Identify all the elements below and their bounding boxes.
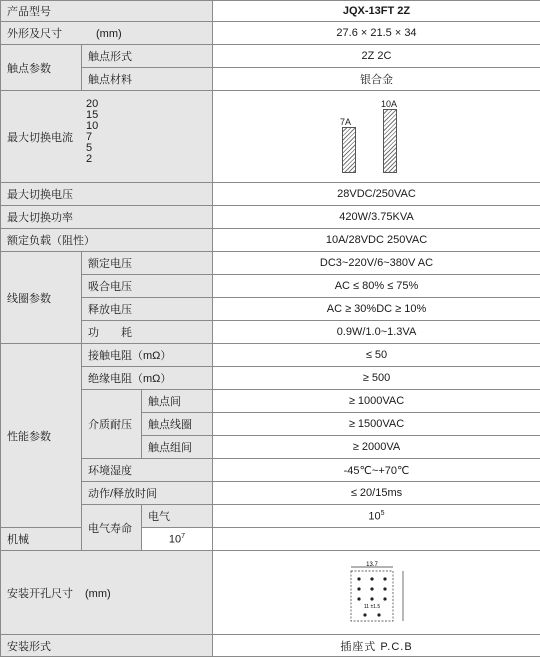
life-mechanical-exp: 7 <box>181 533 185 540</box>
y-tick-5: 2 <box>86 154 98 165</box>
bar-label-7a: 7A <box>340 117 351 127</box>
max-current-chart-cell <box>213 91 540 183</box>
max-power-label: 最大切换功率 <box>1 206 213 229</box>
header-model: JQX-13FT 2Z <box>213 1 540 22</box>
dielectric-contacts-row <box>1 390 540 413</box>
contact-material-row <box>1 68 540 91</box>
pin-hole-3 <box>357 587 360 590</box>
y-tick-4: 5 <box>86 143 98 154</box>
rated-load-label: 额定负载（阻性） <box>1 229 213 252</box>
mounting-hole-diagram <box>337 561 417 625</box>
dielectric-label: 介质耐压 <box>82 390 142 459</box>
life-label: 电气寿命 <box>82 505 142 551</box>
max-current-chart <box>213 93 540 181</box>
current-axis-ticks <box>86 99 98 165</box>
dim-top-text: 13.7 <box>366 562 378 568</box>
ambient-value: -45℃~+70℃ <box>213 459 540 482</box>
contact-resistance-label: 接触电阻（mΩ） <box>82 344 213 367</box>
ambient-row <box>1 459 540 482</box>
contact-form-label: 触点形式 <box>82 45 213 68</box>
life-electrical-value <box>213 505 540 528</box>
pin-hole-4 <box>370 587 373 590</box>
life-mechanical-base: 10 <box>169 533 181 545</box>
coil-release-value: AC ≥ 30%DC ≥ 10% <box>213 298 540 321</box>
max-voltage-label: 最大切换电压 <box>1 183 213 206</box>
coil-pullin-label: 吸合电压 <box>82 275 213 298</box>
rated-load-value: 10A/28VDC 250VAC <box>213 229 540 252</box>
mounting-hole-row <box>1 551 540 635</box>
header-label: 产品型号 <box>1 1 213 22</box>
pin-hole-8 <box>383 597 386 600</box>
ambient-label: 环境湿度 <box>82 459 213 482</box>
contact-material-label: 触点材料 <box>82 68 213 91</box>
insulation-value: ≥ 500 <box>213 367 540 390</box>
contact-form-value: 2Z 2C <box>213 45 540 68</box>
operate-release-row <box>1 482 540 505</box>
pin-hole-0 <box>357 577 360 580</box>
coil-pullin-row <box>1 275 540 298</box>
y-tick-1: 15 <box>86 110 98 121</box>
header-row <box>1 1 540 22</box>
dielectric-contacts-value: ≥ 1000VAC <box>213 390 540 413</box>
y-tick-2: 10 <box>86 121 98 132</box>
coil-release-label: 释放电压 <box>82 298 213 321</box>
mounting-hole-label-cell <box>1 551 213 635</box>
pin-hole-7 <box>370 597 373 600</box>
pin-hole-6 <box>357 597 360 600</box>
coil-pullin-value: AC ≤ 80% ≤ 75% <box>213 275 540 298</box>
dielectric-contacts-label: 触点间 <box>142 390 213 413</box>
mounting-hole-unit: (mm) <box>85 588 111 600</box>
mounting-type-label: 安装形式 <box>1 635 213 657</box>
dielectric-coil-label: 触点线圈 <box>142 413 213 436</box>
pin-group <box>357 577 386 616</box>
coil-power-label: 功 耗 <box>82 321 213 344</box>
pin-hole-10 <box>377 613 380 616</box>
max-current-label-cell <box>1 91 213 183</box>
coil-release-row <box>1 298 540 321</box>
operate-release-label: 动作/释放时间 <box>82 482 213 505</box>
dielectric-groups-value: ≥ 2000VA <box>213 436 540 459</box>
bar-7a <box>342 127 356 172</box>
max-current-row <box>1 91 540 183</box>
dim-mid-text: 11 ±1.5 <box>363 604 379 610</box>
contact-resistance-value: ≤ 50 <box>213 344 540 367</box>
rated-load-row <box>1 229 540 252</box>
operate-release-value: ≤ 20/15ms <box>213 482 540 505</box>
mounting-hole-diagram-cell <box>213 551 540 635</box>
contact-resistance-row <box>1 344 540 367</box>
max-voltage-value: 28VDC/250VAC <box>213 183 540 206</box>
bar-10a <box>383 109 397 173</box>
dimensions-label-cell <box>1 22 213 45</box>
max-current-label: 最大切换电流 <box>7 132 73 144</box>
y-tick-0: 20 <box>86 99 98 110</box>
life-mechanical-row <box>1 528 540 551</box>
life-mechanical-value <box>142 528 213 551</box>
life-mechanical-label: 机械 <box>1 528 82 551</box>
coil-rated-label: 额定电压 <box>82 252 213 275</box>
life-electrical-label: 电气 <box>142 505 213 528</box>
mounting-hole-label: 安装开孔尺寸 <box>7 588 73 600</box>
contact-form-row <box>1 45 540 68</box>
life-electrical-exp: 5 <box>381 510 385 517</box>
dielectric-coil-value: ≥ 1500VAC <box>213 413 540 436</box>
max-voltage-row <box>1 183 540 206</box>
pin-hole-1 <box>370 577 373 580</box>
pin-hole-9 <box>363 613 366 616</box>
mounting-type-row <box>1 635 540 657</box>
coil-group-label: 线圈参数 <box>1 252 82 344</box>
mounting-type-value: 插座式 P.C.B <box>213 635 540 657</box>
insulation-row <box>1 367 540 390</box>
dimensions-value: 27.6 × 21.5 × 34 <box>213 22 540 45</box>
dimensions-row <box>1 22 540 45</box>
dimensions-label: 外形及尺寸 <box>7 28 62 40</box>
y-tick-3: 7 <box>86 132 98 143</box>
life-electrical-base: 10 <box>368 510 380 522</box>
life-electrical-row <box>1 505 540 528</box>
contact-group-label: 触点参数 <box>1 45 82 91</box>
bar-label-10a: 10A <box>381 99 397 109</box>
coil-power-value: 0.9W/1.0~1.3VA <box>213 321 540 344</box>
pin-hole-5 <box>383 587 386 590</box>
max-power-row <box>1 206 540 229</box>
max-power-value: 420W/3.75KVA <box>213 206 540 229</box>
contact-material-value: 银合金 <box>213 68 540 91</box>
dimensions-unit: (mm) <box>96 28 122 40</box>
coil-power-row <box>1 321 540 344</box>
pin-hole-2 <box>383 577 386 580</box>
insulation-label: 绝缘电阻（mΩ） <box>82 367 213 390</box>
performance-group-label: 性能参数 <box>1 344 82 528</box>
dielectric-groups-label: 触点组间 <box>142 436 213 459</box>
coil-rated-value: DC3~220V/6~380V AC <box>213 252 540 275</box>
coil-rated-row <box>1 252 540 275</box>
